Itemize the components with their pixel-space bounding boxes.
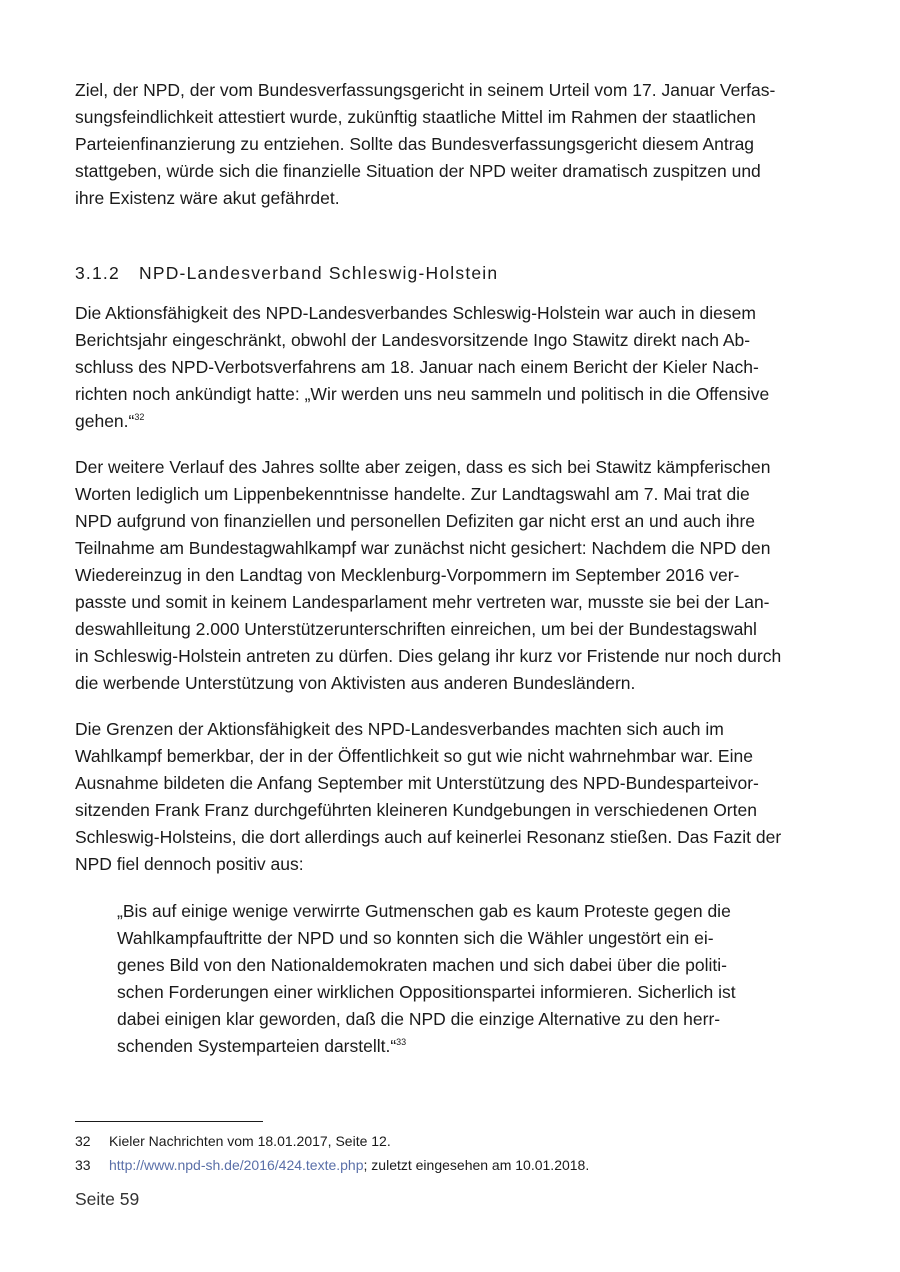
section-number: 3.1.2 (75, 263, 120, 283)
section-title: NPD-Landesverband Schleswig-Holstein (139, 263, 499, 283)
footnote-32 (75, 1131, 835, 1151)
quote-line (117, 1033, 817, 1060)
page-number: Seite 59 (75, 1189, 140, 1209)
paragraph-3 (75, 454, 827, 697)
footnote-link[interactable]: http://www.npd-sh.de/2016/424.texte.php (109, 1157, 364, 1173)
paragraph-4-line: Schleswig-Holsteins, die dort allerdings auch auf keinerlei Resonanz stießen. Das Fazit der (75, 827, 782, 847)
paragraph-2-line: Berichtsjahr eingeschränkt, obwohl der Landesvorsitzende Ingo Stawitz direkt nach Ab- (75, 330, 751, 350)
paragraph-2-line: Die Aktionsfähigkeit des NPD-Landesverbandes Schleswig-Holstein war auch in diesem (75, 303, 756, 323)
quote-line: dabei einigen klar geworden, daß die NPD die einzige Alternative zu den herr- (117, 1009, 721, 1029)
paragraph-1 (75, 77, 827, 212)
paragraph-4-line: Wahlkampf bemerkbar, der in der Öffentlichkeit so gut wie nicht wahrnehmbar war. Eine (75, 746, 753, 766)
quote-line: Wahlkampfauftritte der NPD und so konnten sich die Wähler ungestört ein ei- (117, 928, 714, 948)
paragraph-2-line: richten noch ankündigt hatte: „Wir werden uns neu sammeln und politisch in die Offensive (75, 384, 770, 404)
section-heading (75, 260, 498, 287)
paragraph-4 (75, 716, 827, 878)
paragraph-3-line: Teilnahme am Bundestagwahlkampf war zunächst nicht gesichert: Nachdem die NPD den (75, 538, 771, 558)
paragraph-3-line: Wiedereinzug in den Landtag von Mecklenburg-Vorpommern im September 2016 ver- (75, 565, 740, 585)
paragraph-1-line: stattgeben, würde sich die finanzielle Situation der NPD weiter dramatisch zuspitzen und (75, 161, 761, 181)
paragraph-3-line: die werbende Unterstützung von Aktivisten aus anderen Bundesländern. (75, 673, 636, 693)
paragraph-1-line: ihre Existenz wäre akut gefährdet. (75, 188, 340, 208)
paragraph-1-line: Parteienfinanzierung zu entziehen. Sollte das Bundesverfassungsgericht diesem Antrag (75, 134, 755, 154)
footnote-number: 33 (75, 1157, 91, 1173)
footnote-text: Kieler Nachrichten vom 18.01.2017, Seite 12. (109, 1133, 391, 1149)
quote-line: schen Forderungen einer wirklichen Oppositionspartei informieren. Sicherlich ist (117, 982, 736, 1002)
block-quote (117, 898, 817, 1060)
paragraph-3-line: deswahlleitung 2.000 Unterstützerunterschriften einreichen, um bei der Bundestagswahl (75, 619, 757, 639)
quote-line: genes Bild von den Nationaldemokraten machen und sich dabei über die politi- (117, 955, 727, 975)
paragraph-2 (75, 300, 827, 435)
paragraph-4-line: sitzenden Frank Franz durchgeführten kleineren Kundgebungen in verschiedenen Orten (75, 800, 757, 820)
footnote-ref-33[interactable]: 33 (396, 1037, 407, 1047)
paragraph-3-line: passte und somit in keinem Landesparlament mehr vertreten war, musste sie bei der Lan- (75, 592, 770, 612)
paragraph-4-line: Die Grenzen der Aktionsfähigkeit des NPD-Landesverbandes machten sich auch im (75, 719, 724, 739)
footnote-ref-32[interactable]: 32 (134, 412, 145, 422)
quote-line: „Bis auf einige wenige verwirrte Gutmenschen gab es kaum Proteste gegen die (117, 901, 731, 921)
paragraph-4-line: NPD fiel dennoch positiv aus: (75, 854, 304, 874)
paragraph-3-line: Worten lediglich um Lippenbekenntnisse handelte. Zur Landtagswahl am 7. Mai trat die (75, 484, 750, 504)
paragraph-2-last-text: gehen.“ (75, 411, 135, 431)
quote-last-text: schenden Systemparteien darstellt.“ (117, 1036, 397, 1056)
paragraph-3-line: NPD aufgrund von finanziellen und personellen Defiziten gar nicht erst an und auch ihre (75, 511, 756, 531)
paragraph-4-line: Ausnahme bildeten die Anfang September mit Unterstützung des NPD-Bundesparteivor- (75, 773, 759, 793)
paragraph-1-line: sungsfeindlichkeit attestiert wurde, zukünftig staatliche Mittel im Rahmen der staatlichen (75, 107, 756, 127)
paragraph-3-line: in Schleswig-Holstein antreten zu dürfen. Dies gelang ihr kurz vor Fristende nur noch durch (75, 646, 782, 666)
footnote-number: 32 (75, 1133, 91, 1149)
paragraph-2-line: schluss des NPD-Verbotsverfahrens am 18. Januar nach einem Bericht der Kieler Nach- (75, 357, 759, 377)
paragraph-2-line (75, 408, 827, 435)
footnote-33 (75, 1155, 835, 1175)
paragraph-1-line: Ziel, der NPD, der vom Bundesverfassungsgericht in seinem Urteil vom 17. Januar Verfas- (75, 80, 776, 100)
footnote-divider (75, 1121, 263, 1122)
footnote-text: ; zuletzt eingesehen am 10.01.2018. (363, 1157, 590, 1173)
paragraph-3-line: Der weitere Verlauf des Jahres sollte aber zeigen, dass es sich bei Stawitz kämpferischen (75, 457, 771, 477)
